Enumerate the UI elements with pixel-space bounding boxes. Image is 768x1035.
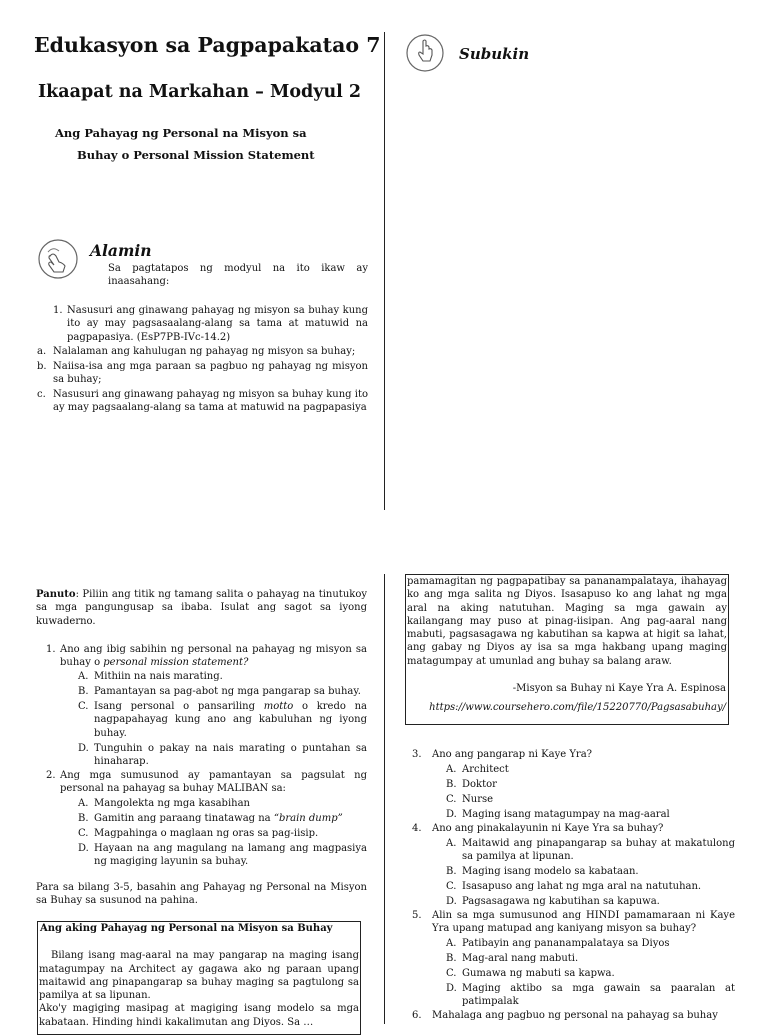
question-number: 3.	[412, 749, 422, 760]
q2-choice-c	[78, 827, 367, 840]
q2-choice-a	[78, 797, 367, 810]
q1-choice-c	[78, 700, 367, 740]
choice-text: Architect	[462, 764, 509, 775]
choice-text-italic: motto	[263, 701, 294, 712]
question-1	[46, 643, 367, 670]
q1-choice-d	[78, 742, 367, 769]
question-text: Mahalaga ang pagbuo ng personal na pahayag sa buhay	[432, 1010, 718, 1021]
choice-letter: C.	[446, 794, 457, 805]
choice-text: Gumawa ng mabuti sa kapwa.	[462, 968, 615, 979]
sub-item-marker: a.	[37, 346, 47, 357]
choice-text: Pagsasagawa ng kabutihan sa kapuwa.	[462, 896, 660, 907]
alamin-label: Alamin	[90, 241, 152, 260]
choice-letter: C.	[78, 701, 89, 712]
q2-choice-d	[78, 842, 367, 869]
choice-text: Hayaan na ang magulang na lamang ang magpasiya ng magiging layunin sa buhay.	[94, 843, 367, 868]
choice-letter: C.	[78, 828, 89, 839]
objective-number: 1.	[53, 305, 63, 316]
panuto-instructions	[36, 588, 367, 628]
question-4	[412, 822, 735, 835]
objective-text: Nasusuri ang ginawang pahayag ng misyon sa buhay kung ito ay may pagsasaalang-alang sa tama at matuwid na pagpapasiya. (EsP7PB-IVc-14.2)	[67, 305, 368, 343]
panuto-text: : Piliin ang titik ng tamang salita o pahayag na tinutukoy sa mga pangungusap sa ibaba. Isulat ang sagot sa iyong kuwaderno.	[36, 589, 367, 627]
choice-letter: A.	[446, 938, 457, 949]
choice-text: Magpahinga o maglaan ng oras sa pag-iisip.	[94, 828, 319, 839]
q3-choice-b	[446, 778, 735, 791]
mission-box-title: Ang aking Pahayag ng Personal na Misyon sa Buhay	[40, 923, 333, 934]
intro-text: Sa pagtatapos ng modyul na ito ikaw ay inaasahang:	[108, 263, 368, 288]
choice-text: Gamitin ang paraang tinatawag na	[94, 813, 274, 824]
question-text: Ang mga sumusunod ay pamantayan sa pagsulat ng personal na pahayag sa buhay MALIBAN sa:	[60, 770, 367, 795]
quarter-module-title: Ikaapat na Markahan – Modyul 2	[38, 82, 362, 102]
q2-choice-b	[78, 812, 367, 825]
question-number: 6.	[412, 1010, 422, 1021]
document-title: Edukasyon sa Pagpapakatao 7	[34, 33, 381, 57]
choice-text: Tunguhin o pakay na nais marating o puntahan sa hinaharap.	[94, 743, 367, 768]
mission-box-paragraph-2: Ako'y magiging masipag at magiging isang modelo sa mga kabataan. Hinding hindi kakalimutan ang Diyos. Sa …	[39, 1003, 359, 1028]
choice-text: Mangolekta ng mga kasabihan	[94, 798, 251, 809]
choice-text: o kredo na nagpapahayag kung ano ang kabuluhan ng iyong buhay.	[94, 701, 368, 739]
lesson-heading-line2: Buhay o Personal Mission Statement	[77, 148, 315, 162]
question-3	[412, 748, 735, 761]
question-text: Ano ang ibig sabihin ng personal na pahayag ng misyon sa buhay o	[60, 644, 367, 669]
choice-letter: D.	[78, 743, 89, 754]
choice-letter: A.	[78, 671, 89, 682]
question-text: Ano ang pangarap ni Kaye Yra?	[432, 749, 593, 760]
q3-choice-d	[446, 808, 735, 821]
q4-choice-c	[446, 880, 735, 893]
column-divider-bottom	[384, 574, 385, 1024]
sub-item-b	[37, 360, 368, 387]
choice-text: Maitawid ang pinapangarap sa buhay at makatulong sa pamilya at lipunan.	[462, 838, 735, 863]
question-text: Ano ang pinakalayunin ni Kaye Yra sa buhay?	[432, 823, 664, 834]
question-number: 1.	[46, 644, 56, 655]
choice-letter: D.	[446, 983, 457, 994]
question-number: 5.	[412, 910, 422, 921]
sub-item-text: Naiisa-isa ang mga paraan sa pagbuo ng pahayag ng misyon sa buhay;	[53, 361, 368, 386]
choice-letter: B.	[78, 686, 89, 697]
q3-choice-c	[446, 793, 735, 806]
choice-text: Nurse	[462, 794, 494, 805]
choice-letter: D.	[446, 809, 457, 820]
choice-letter: D.	[78, 843, 89, 854]
question-number: 4.	[412, 823, 422, 834]
sub-item-text: Nasusuri ang ginawang pahayag ng misyon sa buhay kung ito ay may pagsaalang-alang sa tama at matuwid na pagpapasiya	[53, 389, 368, 414]
q4-choice-b	[446, 865, 735, 878]
subukin-label: Subukin	[459, 45, 530, 63]
choice-letter: B.	[446, 866, 457, 877]
sub-item-marker: c.	[37, 389, 46, 400]
choice-text: Maging aktibo sa mga gawain sa paaralan at patimpalak	[462, 983, 735, 1008]
mission-box-continuation: pamamagitan ng pagpapatibay sa pananampalataya, ihahayag ko ang mga salita ng Diyos. Isasapuso ko ang lahat ng mga aral na aking natutuhan. Maging sa mga gawain ay kailangang may puso at pinag-iisipan. Ang pag-aaral nang mabuti, pagsasagawa ng kabutihan sa kapwa at higit sa lahat, ang gabay ng Diyos ay isa sa mga hakbang upang maging matagumpay at umunlad ang buhay sa balang araw.	[407, 576, 727, 667]
question-2	[46, 769, 367, 796]
choice-text: Pamantayan sa pag-abot ng mga pangarap sa buhay.	[94, 686, 361, 697]
q1-choice-b	[78, 685, 367, 698]
q5-choice-a	[446, 937, 735, 950]
q5-choice-d	[446, 982, 735, 1009]
question-5	[412, 909, 735, 936]
choice-text: Patibayin ang pananampalataya sa Diyos	[462, 938, 670, 949]
sub-item-text: Nalalaman ang kahulugan ng pahayag ng misyon sa buhay;	[53, 346, 356, 357]
sub-item-marker: b.	[37, 361, 47, 372]
choice-text: Isasapuso ang lahat ng mga aral na natutuhan.	[462, 881, 702, 892]
choice-letter: C.	[446, 881, 457, 892]
choice-letter: B.	[446, 779, 457, 790]
question-text-italic: personal mission statement?	[103, 657, 249, 669]
q5-choice-c	[446, 967, 735, 980]
q5-choice-b	[446, 952, 735, 965]
choice-text: Doktor	[462, 779, 497, 790]
mission-box-signature: -Misyon sa Buhay ni Kaye Yra A. Espinosa	[512, 683, 726, 695]
q4-choice-d	[446, 895, 735, 908]
question-number: 2.	[46, 770, 56, 781]
choice-text: Maging isang modelo sa kabataan.	[462, 866, 639, 877]
touch-hand-icon	[37, 238, 79, 280]
question-6	[412, 1009, 735, 1022]
choice-text: Maging isang matagumpay na mag-aaral	[462, 809, 670, 820]
choice-letter: C.	[446, 968, 457, 979]
mission-statement-box-right	[405, 574, 729, 725]
q4-choice-a	[446, 837, 735, 864]
choice-letter: B.	[78, 813, 89, 824]
panuto-label: Panuto	[36, 589, 76, 600]
sub-item-c	[37, 388, 368, 415]
choice-text: Mithiin na nais marating.	[94, 671, 223, 682]
reading-instruction: Para sa bilang 3-5, basahin ang Pahayag ng Personal na Misyon sa Buhay sa susunod na pahina.	[36, 882, 367, 907]
mission-box-paragraph-1: Bilang isang mag-aaral na may pangarap na maging isang matagumpay na Architect ay gagawa ako ng paraan upang maitawid ang pinapangarap sa buhay maging sa pagtulong sa pamilya at sa lipunan.	[39, 950, 359, 1002]
question-text: Alin sa mga sumusunod ang HINDI pamamaraan ni Kaye Yra upang matupad ang kaniyang misyon sa buhay?	[432, 910, 735, 935]
choice-letter: A.	[78, 798, 89, 809]
choice-text: Mag-aral nang mabuti.	[462, 953, 579, 964]
column-divider-top	[384, 32, 385, 510]
choice-letter: D.	[446, 896, 457, 907]
q1-choice-a	[78, 670, 367, 683]
lesson-heading-line1: Ang Pahayag ng Personal na Misyon sa	[55, 126, 307, 140]
choice-letter: A.	[446, 838, 457, 849]
mission-box-source-url: https://www.coursehero.com/file/15220770/Pagsasabuhay/	[429, 702, 726, 714]
mission-statement-box-left	[37, 921, 361, 1035]
objective-item	[53, 304, 368, 344]
q3-choice-a	[446, 763, 735, 776]
sub-item-a	[37, 345, 368, 358]
choice-letter: B.	[446, 953, 457, 964]
choice-text: Isang personal o pansariling	[94, 701, 264, 712]
pointing-hand-icon	[405, 33, 445, 73]
choice-letter: A.	[446, 764, 457, 775]
choice-text-italic: “brain dump”	[273, 813, 343, 824]
